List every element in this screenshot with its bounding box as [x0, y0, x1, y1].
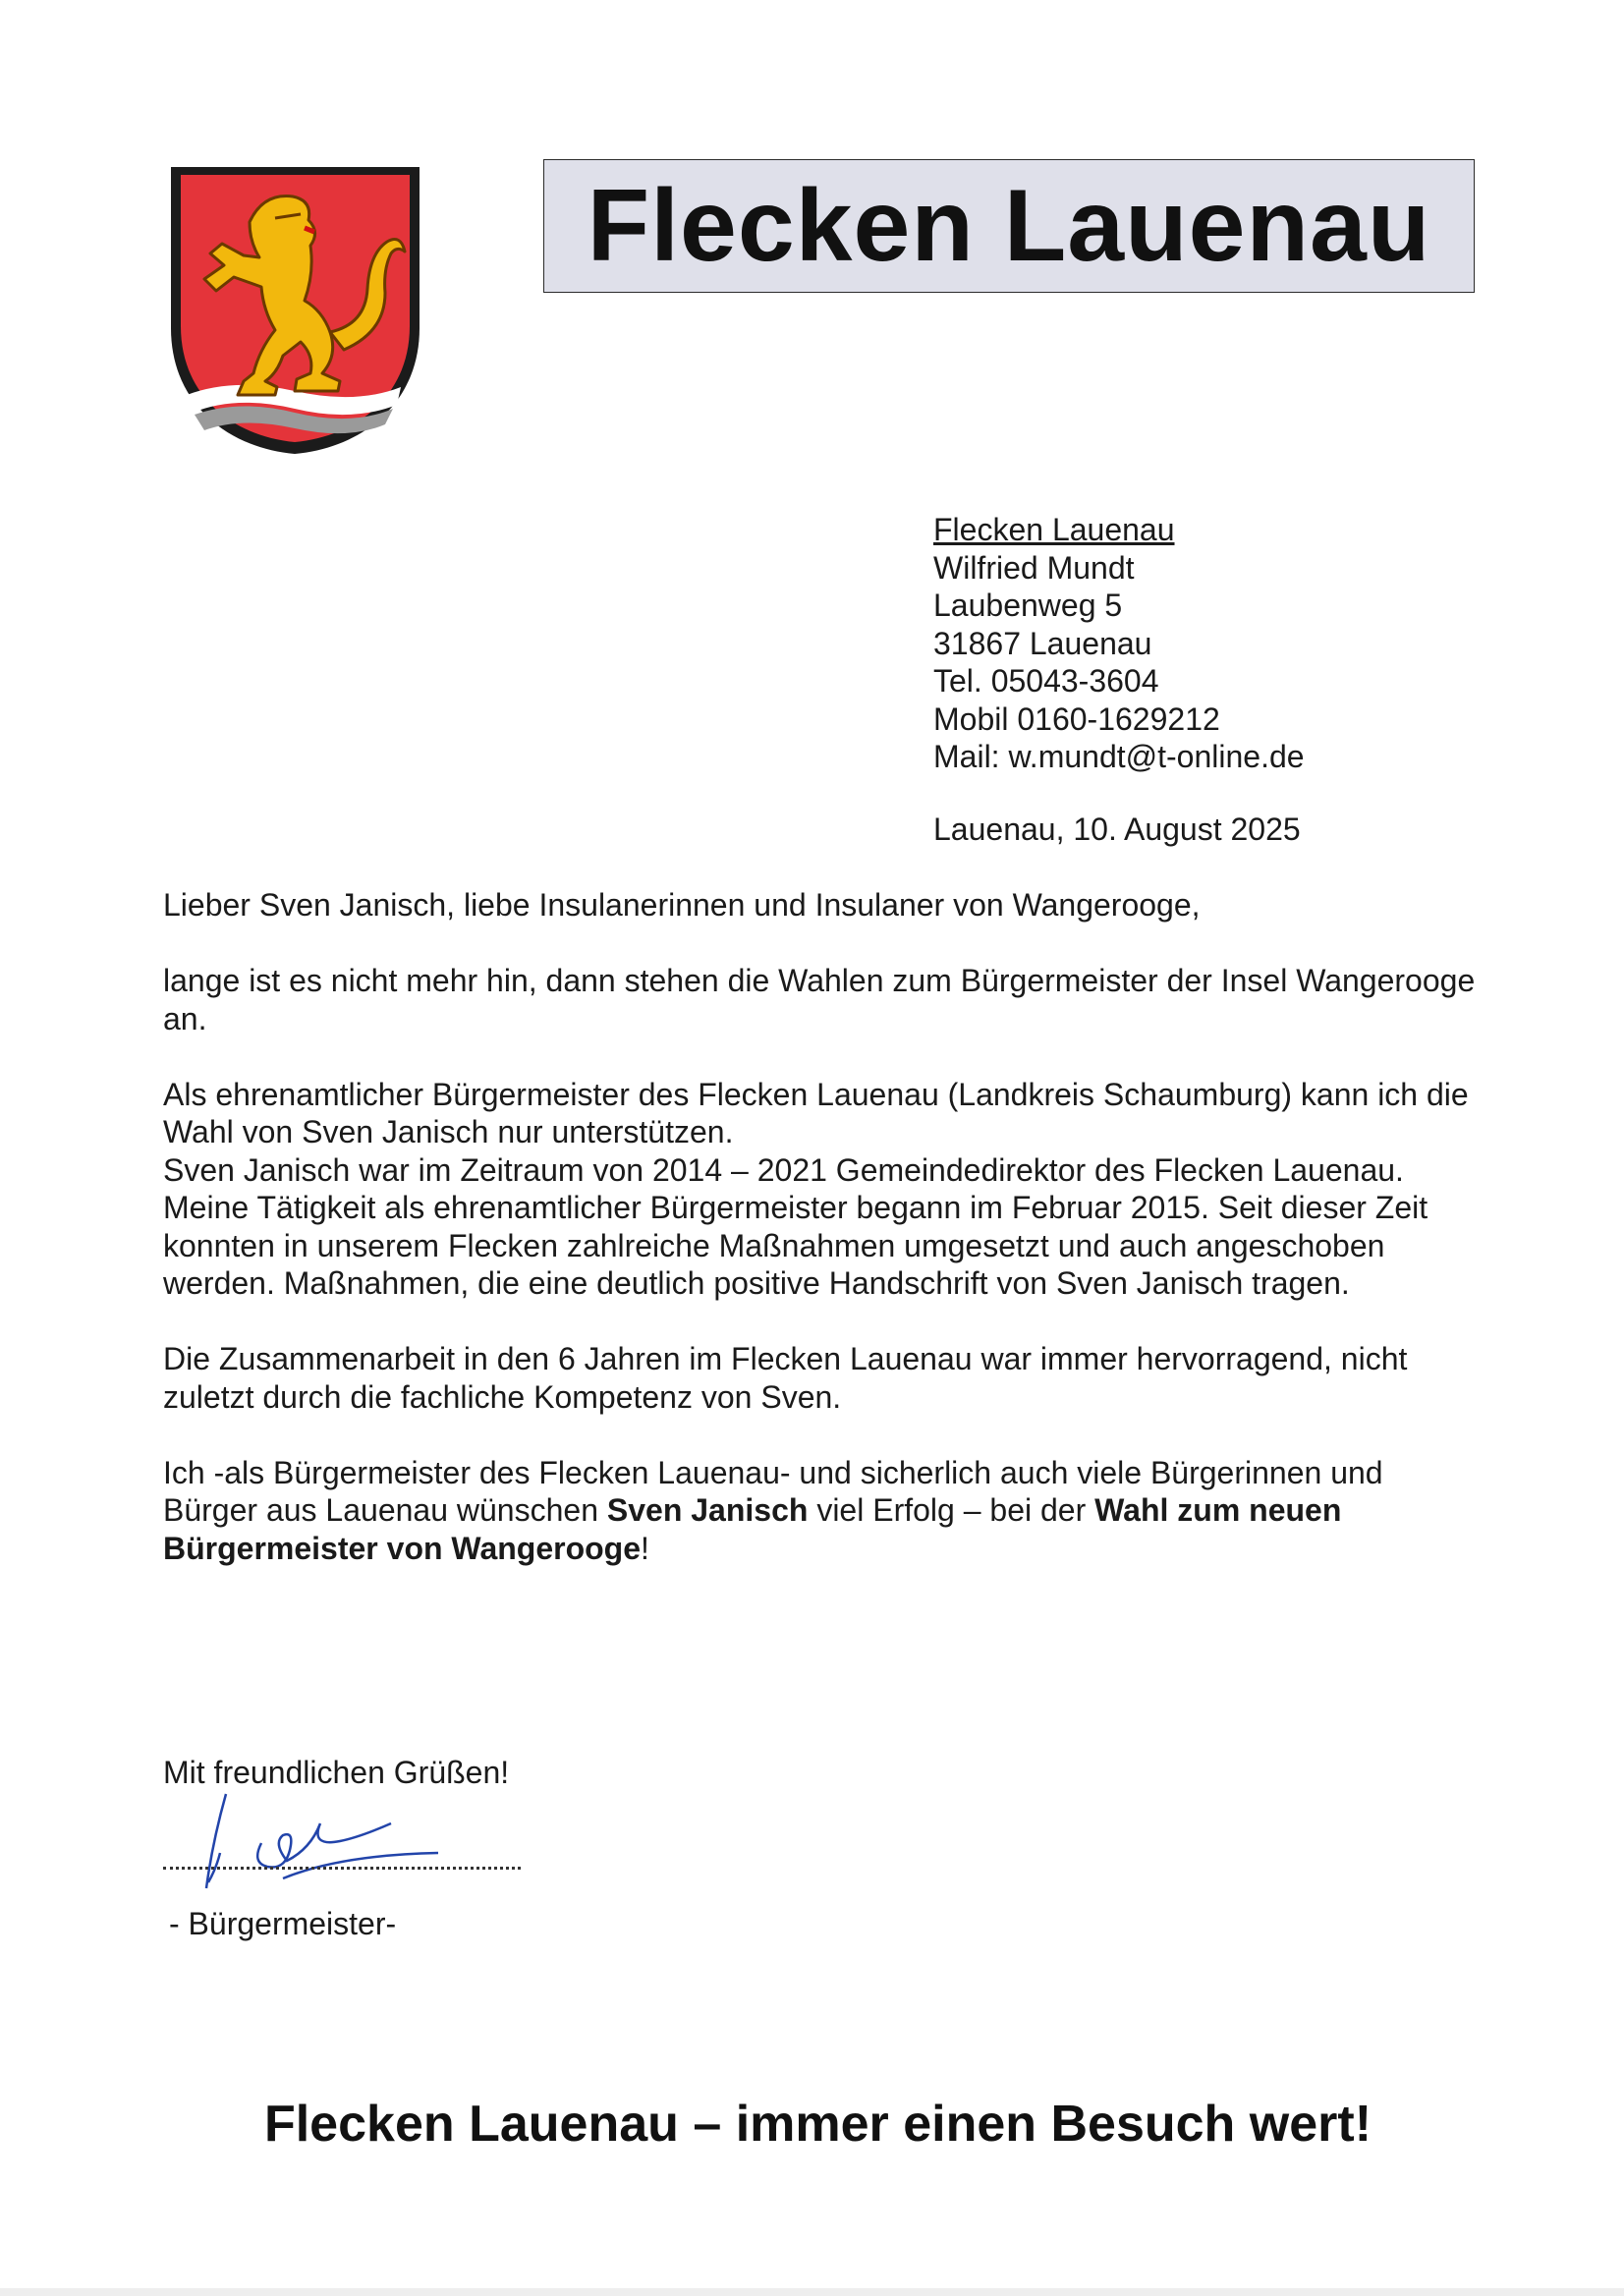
signature-role: - Bürgermeister-	[169, 1906, 397, 1941]
paragraph-2-line-1: Als ehrenamtlicher Bürgermeister des Flecken Lauenau (Landkreis Schaumburg) kann ich die Wahl von Sven Janisch nur unterstützen.	[163, 1076, 1469, 1149]
signature-line	[163, 1867, 521, 1870]
scan-bottom-edge	[0, 2288, 1624, 2296]
sender-name: Wilfried Mundt	[933, 549, 1135, 586]
election-phrase-bold: Wahl zum neuen Bürgermeister von Wangerooge	[163, 1492, 1342, 1566]
candidate-name-bold: Sven Janisch	[606, 1492, 809, 1528]
sender-street: Laubenweg 5	[933, 588, 1123, 623]
handwritten-signature-icon	[193, 1784, 448, 1902]
sender-org: Flecken Lauenau	[933, 512, 1175, 547]
letterhead-title: Flecken Lauenau	[587, 169, 1431, 283]
letter-date: Lauenau, 10. August 2025	[933, 812, 1301, 847]
sender-phone: Tel. 05043-3604	[933, 663, 1159, 699]
sender-mobile: Mobil 0160-1629212	[933, 700, 1220, 737]
letterhead-title-box	[543, 159, 1475, 293]
paragraph-2-line-2: Sven Janisch war im Zeitraum von 2014 – 2021 Gemeindedirektor des Flecken Lauenau. Meine Tätigkeit als ehrenamtlicher Bürgermeister begann im Februar 2015. Seit dieser Zeit konnten in unserem Flecken zahlreiche Maßnahmen umgesetzt und auch angeschoben werden. Maßnahmen, die eine deutlich positive Handschrift von Sven Janisch tragen.	[163, 1151, 1428, 1301]
paragraph-1: lange ist es nicht mehr hin, dann stehen die Wahlen zum Bürgermeister der Insel Wangerooge an.	[163, 963, 1476, 1036]
sender-mail: Mail: w.mundt@t-online.de	[933, 739, 1305, 774]
sender-address-block	[933, 511, 1305, 776]
paragraph-4	[163, 1454, 1480, 1568]
sender-city: 31867 Lauenau	[933, 625, 1152, 661]
paragraph-4-text-e: !	[641, 1530, 649, 1566]
paragraph-3: Die Zusammenarbeit in den 6 Jahren im Flecken Lauenau war immer hervorragend, nicht zuletzt durch die fachliche Kompetenz von Sven.	[163, 1341, 1408, 1415]
paragraph-4-text-a: Ich -als Bürgermeister des Flecken Lauenau- und sicherlich auch viele Bürgerinnen und Bürger aus Lauenau wünschen	[163, 1454, 1383, 1528]
footer-slogan: Flecken Lauenau – immer einen Besuch wert!	[263, 2096, 1372, 2153]
letter-body	[163, 886, 1480, 1567]
closing-greeting: Mit freundlichen Grüßen!	[163, 1755, 510, 1790]
coat-of-arms-icon	[165, 163, 425, 458]
salutation: Lieber Sven Janisch, liebe Insulanerinnen und Insulaner von Wangerooge,	[163, 887, 1201, 923]
paragraph-4-text-c: viel Erfolg – bei der	[808, 1492, 1095, 1528]
